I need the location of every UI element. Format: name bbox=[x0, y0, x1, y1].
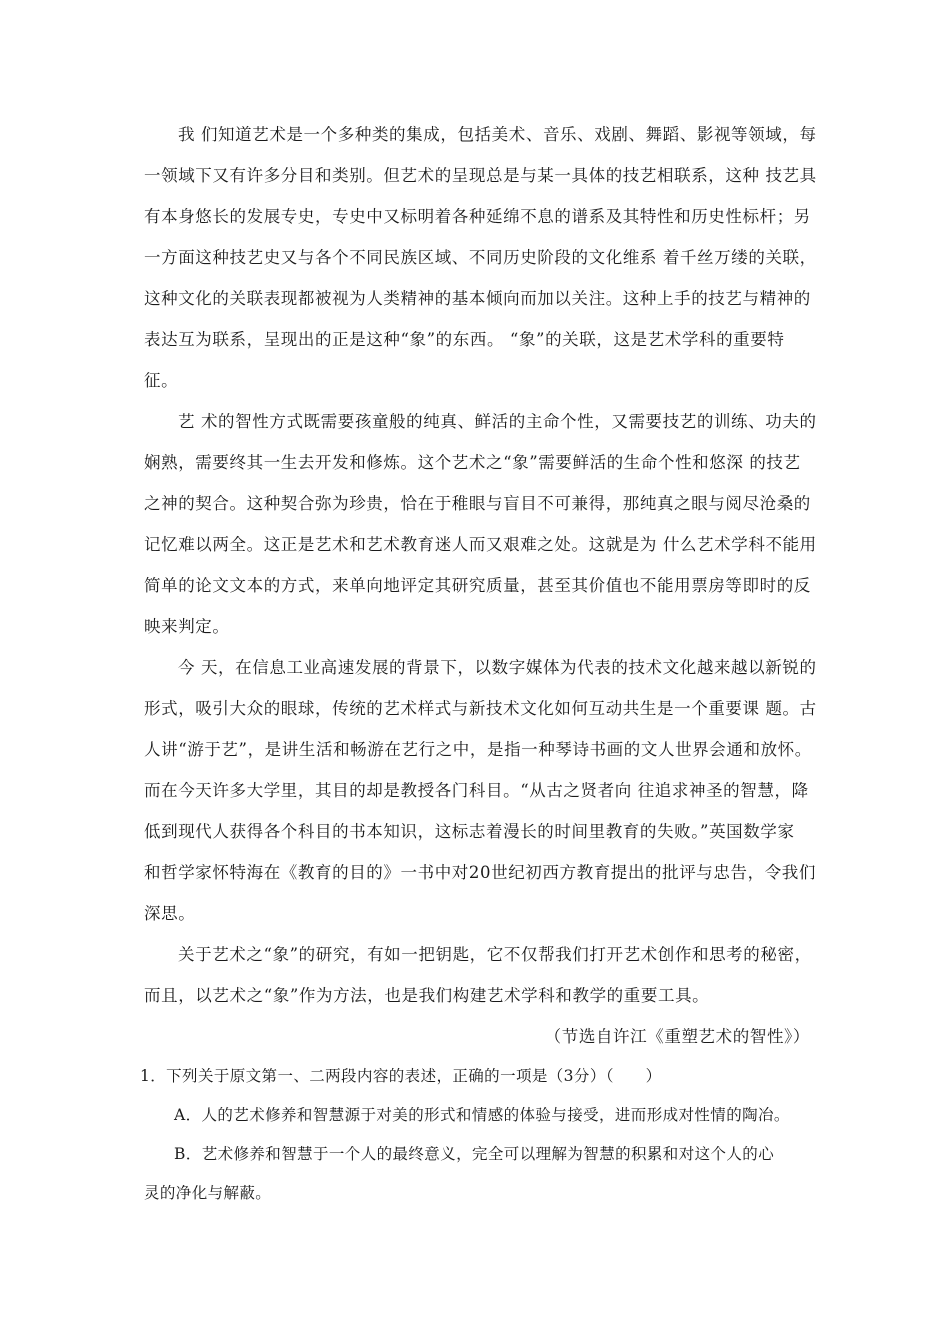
question-title: 1．下列关于原文第一、二两段内容的表述，正确的一项是（3分）（ ） bbox=[140, 1067, 662, 1085]
text-line: 人讲“游于艺”，是讲生活和畅游在艺行之中，是指一种琴诗书画的文人世界会通和放怀。 bbox=[144, 740, 812, 759]
text-line: 我 们知道艺术是一个多种类的集成，包括美术、音乐、戏剧、舞蹈、影视等领域，每 bbox=[178, 125, 817, 144]
document-page bbox=[140, 114, 817, 1213]
paragraph-4 bbox=[144, 934, 814, 1016]
paragraph-1 bbox=[144, 114, 817, 401]
text-line: 今 天，在信息工业高速发展的背景下，以数字媒体为代表的技术文化越来越以新锐的 bbox=[178, 658, 817, 677]
text-line: 征。 bbox=[144, 371, 179, 390]
text-line: 而且，以艺术之“象”作为方法，也是我们构建艺术学科和教学的重要工具。 bbox=[144, 986, 710, 1005]
paragraph-2 bbox=[144, 401, 817, 647]
option-b-continuation: 灵的净化与解蔽。 bbox=[144, 1184, 272, 1202]
text-line: 映来判定。 bbox=[144, 617, 230, 636]
text-line: 深思。 bbox=[144, 904, 196, 923]
text-line: 形式，吸引大众的眼球，传统的艺术样式与新技术文化如何互动共生是一个重要课 题。古 bbox=[144, 699, 817, 718]
text-line: 一领域下又有许多分目和类别。但艺术的呈现总是与某一具体的技艺相联系，这种 技艺具 bbox=[144, 166, 817, 185]
text-line: 而在今天许多大学里，其目的却是教授各门科目。“从古之贤者向 往追求神圣的智慧，降 bbox=[144, 781, 809, 800]
text-line: 表达互为联系，呈现出的正是这种“象”的东西。 “象”的关联，这是艺术学科的重要特 bbox=[144, 330, 785, 349]
option-b: B．艺术修养和智慧于一个人的最终意义，完全可以理解为智慧的积累和对这个人的心 bbox=[174, 1145, 775, 1163]
text-line: 有本身悠长的发展专史，专史中又标明着各种延绵不息的谱系及其特性和历史性标杆；另 bbox=[144, 207, 811, 226]
text-line: 记忆难以两全。这正是艺术和艺术教育迷人而又艰难之处。这就是为 什么艺术学科不能用 bbox=[144, 535, 817, 554]
text-line: 关于艺术之“象”的研究，有如一把钥匙，它不仅帮我们打开艺术创作和思考的秘密， bbox=[178, 945, 812, 964]
text-line: 之神的契合。这种契合弥为珍贵，恰在于稚眼与盲目不可兼得，那纯真之眼与阅尽沧桑的 bbox=[144, 494, 811, 513]
text-line: 艺 术的智性方式既需要孩童般的纯真、鲜活的主命个性，又需要技艺的训练、功夫的 bbox=[178, 412, 817, 431]
text-line: 低到现代人获得各个科目的书本知识，这标志着漫长的时间里教育的失败。”英国数学家 bbox=[144, 822, 795, 841]
source-citation: （节选自许江《重塑艺术的智性》） bbox=[544, 1027, 810, 1046]
text-line: 这种文化的关联表现都被视为人类精神的基本倾向而加以关注。这种上手的技艺与精神的 bbox=[144, 289, 811, 308]
text-line: 简单的论文文本的方式，来单向地评定其研究质量，甚至其价值也不能用票房等即时的反 bbox=[144, 576, 811, 595]
text-line: 和哲学家怀特海在《教育的目的》一书中对20世纪初西方教育提出的批评与忠告，令我们 bbox=[144, 863, 816, 882]
text-line: 娴熟，需要终其一生去开发和修炼。这个艺术之“象”需要鲜活的生命个性和悠深 的技艺 bbox=[144, 453, 801, 472]
paragraph-3 bbox=[144, 647, 817, 934]
text-line: 一方面这种技艺史又与各个不同民族区域、不同历史阶段的文化维系 着千丝万缕的关联， bbox=[144, 248, 817, 267]
option-a: A．人的艺术修养和智慧源于对美的形式和情感的体验与接受，进而形成对性情的陶冶。 bbox=[174, 1106, 790, 1124]
question-1 bbox=[140, 1057, 814, 1213]
